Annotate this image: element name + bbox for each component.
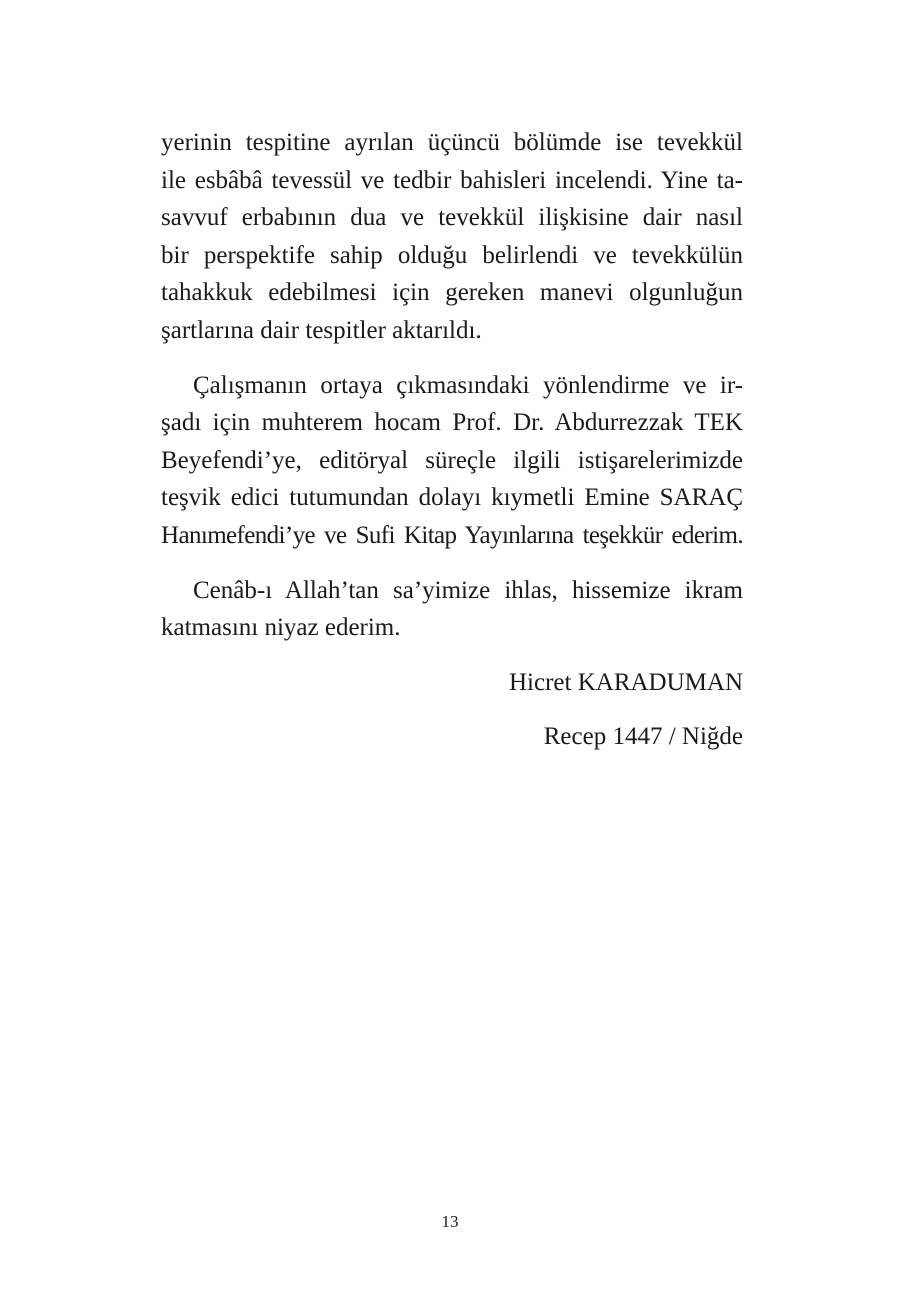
text-line: savvuf erbabının dua ve tevekkül ilişkisine dair nasıl	[161, 204, 743, 232]
text-line: Çalışmanın ortaya çıkmasındaki yönlendirme ve ir-	[193, 371, 743, 399]
author-signature: Hicret KARADUMAN	[509, 668, 743, 696]
paragraph-1	[161, 124, 743, 350]
text-line: katmasını niyaz ederim.	[161, 614, 401, 642]
text-line: Cenâb-ı Allah’tan sa’yimize ihlas, hissemize ikram	[193, 576, 743, 604]
signature-date-place: Recep 1447 / Niğde	[543, 723, 743, 751]
text-line: bir perspektife sahip olduğu belirlendi ve tevekkülün	[161, 241, 743, 269]
text-line: tahakkuk edebilmesi için gereken manevi olgunluğun	[161, 279, 743, 307]
text-line: Beyefendi’ye, editöryal süreçle ilgili istişarelerimizde	[161, 446, 743, 474]
text-line: teşvik edici tutumundan dolayı kıymetli Emine SARAÇ	[161, 484, 743, 512]
text-line: şadı için muhterem hocam Prof. Dr. Abdurrezzak TEK	[161, 409, 743, 437]
paragraph-3	[161, 572, 743, 647]
text-line: yerinin tespitine ayrılan üçüncü bölümde ise tevekkül	[161, 129, 743, 156]
paragraph-2	[161, 367, 743, 555]
text-line: şartlarına dair tespitler aktarıldı.	[161, 316, 482, 344]
text-line: Hanımefendi’ye ve Sufi Kitap Yayınlarına teşekkür ederim.	[161, 521, 743, 549]
body-text	[161, 124, 743, 756]
page-number: 13	[441, 1212, 459, 1231]
text-line: ile esbâbâ tevessül ve tedbir bahisleri incelendi. Yine ta-	[161, 166, 743, 194]
